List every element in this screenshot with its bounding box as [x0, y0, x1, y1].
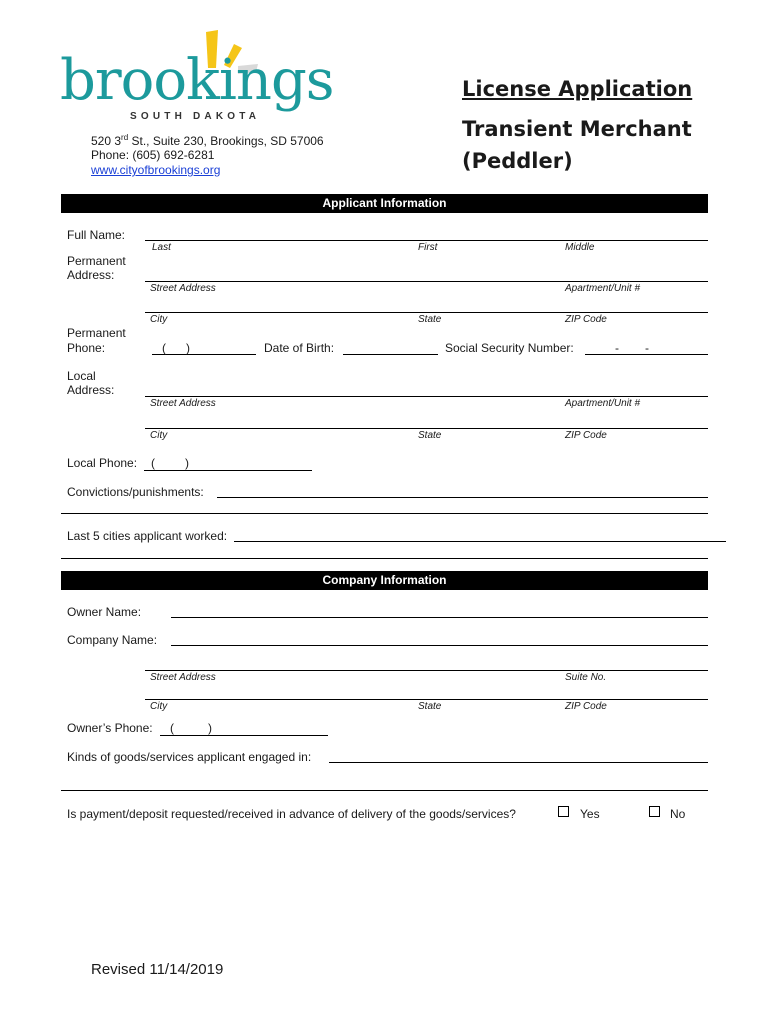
- office-address: [91, 133, 324, 148]
- local-city-caption: City: [150, 430, 168, 441]
- goods-services-label: Kinds of goods/services applicant engaged in:: [67, 750, 312, 764]
- owner-name-field[interactable]: [171, 617, 708, 618]
- logo: [60, 28, 334, 128]
- date-of-birth-label: Date of Birth:: [264, 341, 335, 355]
- address-line-pre: 520 3: [91, 134, 122, 148]
- owner-phone-paren-close: ): [208, 721, 212, 735]
- full-name-label: Full Name:: [67, 228, 126, 242]
- phone-paren-close: ): [186, 341, 190, 355]
- company-street-caption: Street Address: [150, 672, 216, 683]
- no-checkbox[interactable]: [649, 806, 660, 817]
- apartment-caption: Apartment/Unit #: [565, 283, 641, 294]
- permanent-address-label-2: Address:: [67, 268, 115, 282]
- local-zip-caption: ZIP Code: [565, 430, 607, 441]
- company-street-field[interactable]: [145, 670, 708, 671]
- owner-phone-field[interactable]: [160, 719, 328, 736]
- company-name-field[interactable]: [171, 645, 708, 646]
- local-city-field[interactable]: [145, 428, 708, 429]
- last-name-caption: Last: [152, 242, 171, 253]
- convictions-field[interactable]: [217, 497, 708, 498]
- owner-phone-paren-open: (: [170, 721, 174, 735]
- payment-question: Is payment/deposit requested/received in advance of delivery of the goods/services?: [67, 807, 516, 821]
- company-suite-caption: Suite No.: [565, 672, 607, 683]
- yes-checkbox[interactable]: [558, 806, 569, 817]
- applicant-section-header: Applicant Information: [61, 194, 708, 213]
- local-street-caption: Street Address: [150, 398, 216, 409]
- last-5-cities-label: Last 5 cities applicant worked:: [67, 529, 228, 543]
- local-state-caption: State: [418, 430, 442, 441]
- middle-name-caption: Middle: [565, 242, 595, 253]
- last-5-cities-field[interactable]: [234, 541, 726, 542]
- form-title-line1: Transient Merchant: [462, 117, 692, 141]
- form-title-line2: (Peddler): [462, 149, 573, 173]
- city-caption: City: [150, 314, 168, 325]
- company-state-caption: State: [418, 701, 442, 712]
- revised-date: Revised 11/14/2019: [91, 961, 224, 978]
- local-address-label-1: Local: [67, 369, 96, 383]
- owner-name-label: Owner Name:: [67, 605, 142, 619]
- company-city-caption: City: [150, 701, 168, 712]
- local-phone-label: Local Phone:: [67, 456, 138, 470]
- local-phone-paren-open: (: [151, 456, 155, 470]
- permanent-phone-label-1: Permanent: [67, 326, 126, 340]
- company-name-label: Company Name:: [67, 633, 158, 647]
- first-name-caption: First: [418, 242, 438, 253]
- company-section-header: Company Information: [61, 571, 708, 590]
- convictions-field-2[interactable]: [61, 513, 708, 514]
- local-phone-paren-close: ): [185, 456, 189, 470]
- yes-label: Yes: [580, 807, 600, 821]
- ssn-label: Social Security Number:: [445, 341, 574, 355]
- goods-services-field[interactable]: [329, 762, 708, 763]
- permanent-phone-field[interactable]: [152, 338, 256, 355]
- zip-caption: ZIP Code: [565, 314, 607, 325]
- website-link[interactable]: www.cityofbrookings.org: [91, 163, 221, 177]
- form-heading: License Application: [462, 77, 693, 101]
- no-label: No: [670, 807, 686, 821]
- owner-phone-label: Owner’s Phone:: [67, 721, 153, 735]
- date-of-birth-field[interactable]: [343, 338, 438, 355]
- address-line-post: St., Suite 230, Brookings, SD 57006: [128, 134, 324, 148]
- full-name-field[interactable]: [145, 240, 708, 241]
- local-street-field[interactable]: [145, 396, 708, 397]
- company-city-field[interactable]: [145, 699, 708, 700]
- permanent-street-field[interactable]: [145, 281, 708, 282]
- company-zip-caption: ZIP Code: [565, 701, 607, 712]
- convictions-label: Convictions/punishments:: [67, 485, 204, 499]
- state-caption: State: [418, 314, 442, 325]
- street-address-caption: Street Address: [150, 283, 216, 294]
- ssn-dash-2: -: [645, 341, 649, 355]
- office-phone: Phone: (605) 692-6281: [91, 148, 215, 162]
- local-apartment-caption: Apartment/Unit #: [565, 398, 641, 409]
- logo-wordmark: brookings: [60, 48, 334, 113]
- logo-subtitle: SOUTH DAKOTA: [130, 111, 261, 122]
- ssn-dash-1: -: [615, 341, 619, 355]
- goods-services-field-2[interactable]: [61, 790, 708, 791]
- permanent-address-label-1: Permanent: [67, 254, 126, 268]
- local-phone-field[interactable]: [144, 454, 312, 471]
- local-address-label-2: Address:: [67, 383, 115, 397]
- permanent-city-field[interactable]: [145, 312, 708, 313]
- last-5-cities-field-2[interactable]: [61, 558, 708, 559]
- permanent-phone-label-2: Phone:: [67, 341, 106, 355]
- address-ordinal: rd: [121, 133, 129, 142]
- phone-paren-open: (: [162, 341, 166, 355]
